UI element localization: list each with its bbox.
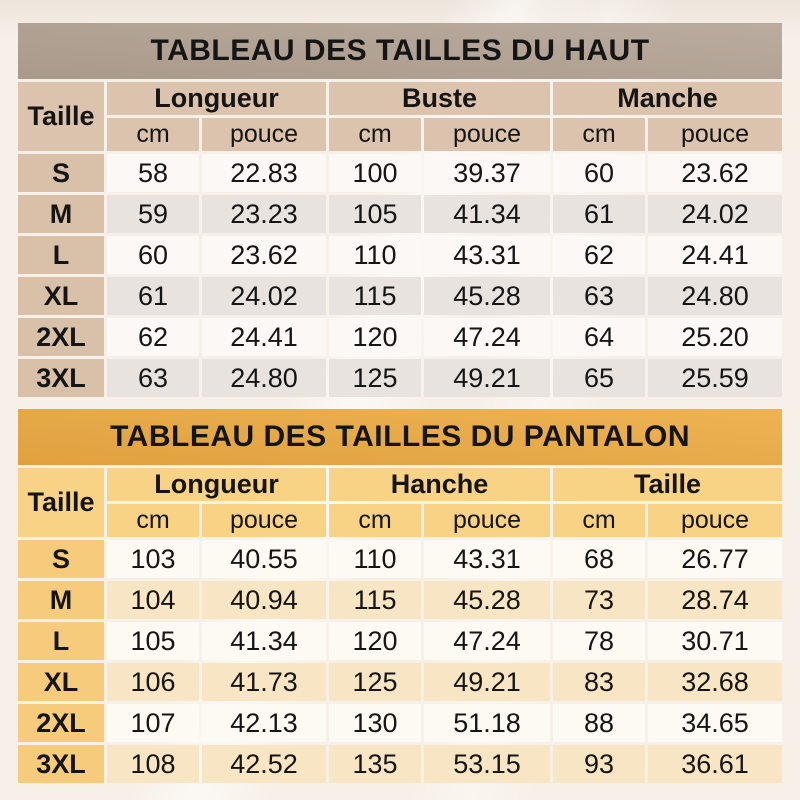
sub-header-cm: cm — [329, 118, 421, 151]
measurement-value: 53.15 — [424, 745, 550, 783]
measurement-value: 62 — [107, 318, 199, 356]
column-header-taille: Taille — [18, 82, 104, 151]
size-table-pantalon — [15, 406, 785, 786]
measurement-value: 106 — [107, 663, 199, 701]
measurement-value: 68 — [553, 540, 645, 578]
measurement-value: 104 — [107, 581, 199, 619]
column-group-hanche: Hanche — [329, 468, 550, 501]
measurement-value: 60 — [107, 236, 199, 274]
measurement-value: 49.21 — [424, 663, 550, 701]
column-group-manche: Manche — [553, 82, 782, 115]
measurement-value: 115 — [329, 581, 421, 619]
measurement-value: 23.62 — [202, 236, 326, 274]
title-row — [18, 409, 782, 465]
table-row — [18, 359, 782, 397]
sub-header-row — [18, 118, 782, 151]
measurement-value: 49.21 — [424, 359, 550, 397]
measurement-value: 41.73 — [202, 663, 326, 701]
measurement-value: 58 — [107, 154, 199, 192]
measurement-value: 24.41 — [202, 318, 326, 356]
size-label: S — [18, 154, 104, 192]
measurement-value: 34.65 — [648, 704, 782, 742]
measurement-value: 43.31 — [424, 236, 550, 274]
measurement-value: 24.80 — [648, 277, 782, 315]
measurement-value: 105 — [107, 622, 199, 660]
measurement-value: 41.34 — [424, 195, 550, 233]
table-row — [18, 622, 782, 660]
measurement-value: 107 — [107, 704, 199, 742]
measurement-value: 45.28 — [424, 277, 550, 315]
sub-header-pouce: pouce — [424, 118, 550, 151]
size-label: M — [18, 581, 104, 619]
size-label: 2XL — [18, 318, 104, 356]
sub-header-cm: cm — [107, 118, 199, 151]
measurement-value: 36.61 — [648, 745, 782, 783]
table-row — [18, 318, 782, 356]
measurement-value: 61 — [107, 277, 199, 315]
measurement-value: 51.18 — [424, 704, 550, 742]
size-label: XL — [18, 277, 104, 315]
size-label: XL — [18, 663, 104, 701]
measurement-value: 100 — [329, 154, 421, 192]
group-header-row — [18, 468, 782, 501]
sub-header-pouce: pouce — [648, 118, 782, 151]
measurement-value: 32.68 — [648, 663, 782, 701]
measurement-value: 24.41 — [648, 236, 782, 274]
sub-header-pouce: pouce — [202, 118, 326, 151]
sub-header-cm: cm — [329, 504, 421, 537]
sub-header-cm: cm — [553, 504, 645, 537]
measurement-value: 25.20 — [648, 318, 782, 356]
measurement-value: 26.77 — [648, 540, 782, 578]
measurement-value: 130 — [329, 704, 421, 742]
measurement-value: 24.02 — [648, 195, 782, 233]
table-body-haut — [18, 154, 782, 397]
size-table-haut — [15, 20, 785, 400]
measurement-value: 40.94 — [202, 581, 326, 619]
measurement-value: 39.37 — [424, 154, 550, 192]
sub-header-pouce: pouce — [648, 504, 782, 537]
sub-header-cm: cm — [553, 118, 645, 151]
measurement-value: 108 — [107, 745, 199, 783]
measurement-value: 88 — [553, 704, 645, 742]
measurement-value: 22.83 — [202, 154, 326, 192]
measurement-value: 120 — [329, 318, 421, 356]
measurement-value: 61 — [553, 195, 645, 233]
size-label: 2XL — [18, 704, 104, 742]
measurement-value: 47.24 — [424, 318, 550, 356]
measurement-value: 63 — [553, 277, 645, 315]
sub-header-pouce: pouce — [424, 504, 550, 537]
sub-header-pouce: pouce — [202, 504, 326, 537]
measurement-value: 105 — [329, 195, 421, 233]
measurement-value: 120 — [329, 622, 421, 660]
measurement-value: 78 — [553, 622, 645, 660]
measurement-value: 43.31 — [424, 540, 550, 578]
measurement-value: 45.28 — [424, 581, 550, 619]
measurement-value: 28.74 — [648, 581, 782, 619]
measurement-value: 83 — [553, 663, 645, 701]
table-row — [18, 663, 782, 701]
measurement-value: 47.24 — [424, 622, 550, 660]
measurement-value: 24.02 — [202, 277, 326, 315]
table-row — [18, 745, 782, 783]
measurement-value: 41.34 — [202, 622, 326, 660]
column-group-taille: Taille — [553, 468, 782, 501]
measurement-value: 60 — [553, 154, 645, 192]
table-title-pantalon: TABLEAU DES TAILLES DU PANTALON — [18, 409, 782, 465]
table-title-haut: TABLEAU DES TAILLES DU HAUT — [18, 23, 782, 79]
measurement-value: 24.80 — [202, 359, 326, 397]
measurement-value: 30.71 — [648, 622, 782, 660]
measurement-value: 40.55 — [202, 540, 326, 578]
table-row — [18, 704, 782, 742]
column-group-buste: Buste — [329, 82, 550, 115]
measurement-value: 59 — [107, 195, 199, 233]
measurement-value: 62 — [553, 236, 645, 274]
table-row — [18, 540, 782, 578]
size-label: 3XL — [18, 745, 104, 783]
measurement-value: 103 — [107, 540, 199, 578]
measurement-value: 115 — [329, 277, 421, 315]
measurement-value: 23.62 — [648, 154, 782, 192]
measurement-value: 73 — [553, 581, 645, 619]
measurement-value: 63 — [107, 359, 199, 397]
group-header-row — [18, 82, 782, 115]
table-body-pantalon — [18, 540, 782, 783]
sub-header-row — [18, 504, 782, 537]
table-row — [18, 195, 782, 233]
measurement-value: 110 — [329, 540, 421, 578]
measurement-value: 125 — [329, 359, 421, 397]
measurement-value: 125 — [329, 663, 421, 701]
measurement-value: 110 — [329, 236, 421, 274]
sub-header-cm: cm — [107, 504, 199, 537]
title-row — [18, 23, 782, 79]
measurement-value: 25.59 — [648, 359, 782, 397]
measurement-value: 42.52 — [202, 745, 326, 783]
size-label: 3XL — [18, 359, 104, 397]
measurement-value: 135 — [329, 745, 421, 783]
measurement-value: 64 — [553, 318, 645, 356]
table-row — [18, 581, 782, 619]
table-row — [18, 154, 782, 192]
table-row — [18, 236, 782, 274]
table-row — [18, 277, 782, 315]
measurement-value: 42.13 — [202, 704, 326, 742]
size-label: S — [18, 540, 104, 578]
size-label: L — [18, 622, 104, 660]
measurement-value: 65 — [553, 359, 645, 397]
column-group-longueur: Longueur — [107, 468, 326, 501]
measurement-value: 93 — [553, 745, 645, 783]
measurement-value: 23.23 — [202, 195, 326, 233]
size-label: L — [18, 236, 104, 274]
size-label: M — [18, 195, 104, 233]
column-header-taille: Taille — [18, 468, 104, 537]
column-group-longueur: Longueur — [107, 82, 326, 115]
